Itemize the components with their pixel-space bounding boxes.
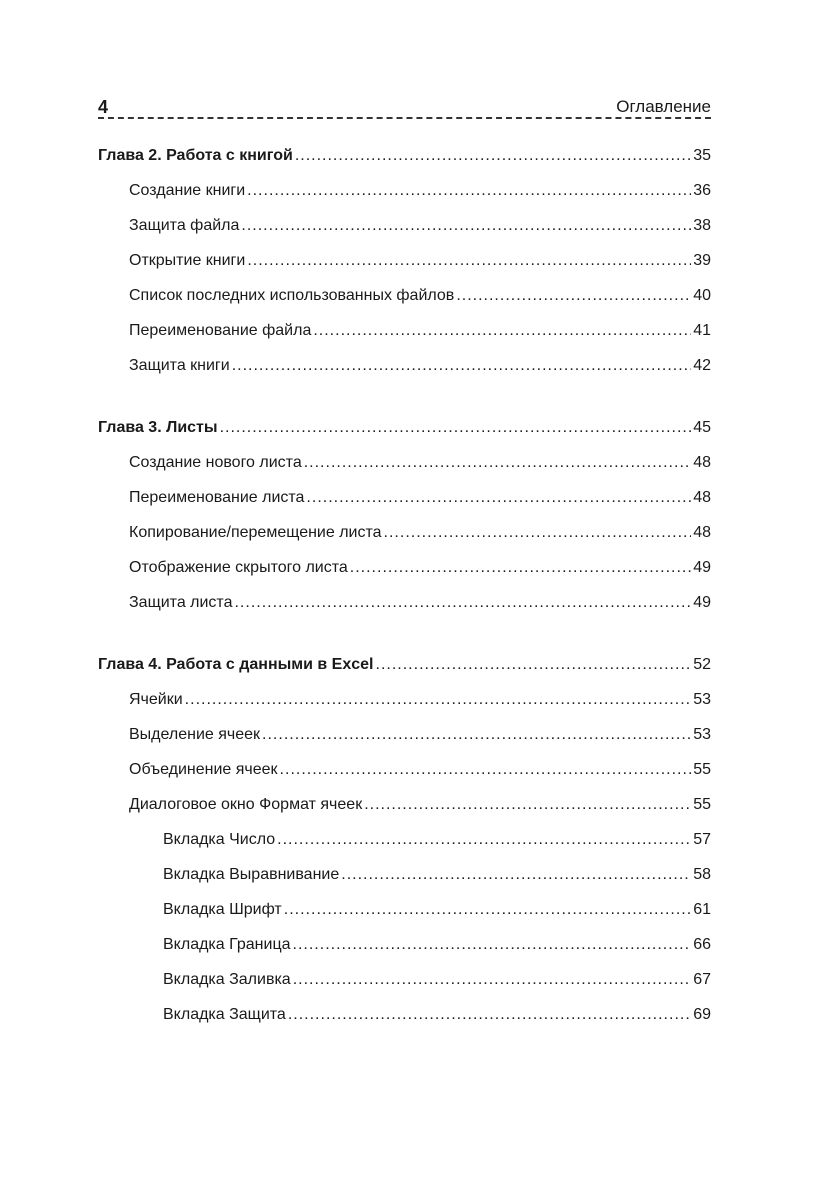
toc-entry-page: 67 [693, 971, 711, 988]
dot-leader [293, 969, 692, 991]
toc-chapter [98, 417, 711, 627]
dot-leader [304, 452, 691, 474]
dot-leader [277, 829, 691, 851]
toc-chapter-entry[interactable] [98, 145, 711, 180]
dot-leader [247, 250, 691, 272]
toc-entry-page: 53 [693, 726, 711, 743]
toc-chapter [98, 145, 711, 390]
dot-leader [284, 899, 691, 921]
toc-entry-page: 49 [693, 559, 711, 576]
toc-entry[interactable] [98, 452, 711, 487]
toc-entry-page: 48 [693, 489, 711, 506]
toc-chapter-entry[interactable] [98, 654, 711, 689]
toc-entry-title: Вкладка Число [163, 831, 276, 848]
dot-leader [384, 522, 692, 544]
toc-entry-page: 58 [693, 866, 711, 883]
toc-entry-page: 57 [693, 831, 711, 848]
dot-leader [376, 654, 692, 676]
toc-entry-page: 53 [693, 691, 711, 708]
dot-leader [364, 794, 691, 816]
toc-entry-title: Глава 2. Работа с книгой [98, 147, 293, 164]
toc-subentry[interactable] [98, 864, 711, 899]
toc-entry-title: Защита файла [129, 217, 240, 234]
toc-entry-title: Защита листа [129, 594, 233, 611]
toc-entry[interactable] [98, 759, 711, 794]
toc-entry-page: 45 [693, 419, 711, 436]
toc-entry[interactable] [98, 557, 711, 592]
toc-entry-page: 42 [693, 357, 711, 374]
page-number: 4 [98, 97, 109, 117]
toc-entry[interactable] [98, 487, 711, 522]
dot-leader [262, 724, 691, 746]
toc-entry-title: Отображение скрытого листа [129, 559, 348, 576]
toc-entry-title: Переименование листа [129, 489, 305, 506]
toc-entry-title: Список последних использованных файлов [129, 287, 455, 304]
toc-entry[interactable] [98, 250, 711, 285]
toc-entry-title: Копирование/перемещение листа [129, 524, 382, 541]
dot-leader [241, 215, 691, 237]
toc-entry-title: Объединение ячеек [129, 761, 278, 778]
toc-entry-title: Вкладка Заливка [163, 971, 291, 988]
running-title: Оглавление [616, 97, 711, 116]
toc-entry-title: Глава 3. Листы [98, 419, 218, 436]
dot-leader [247, 180, 691, 202]
dot-leader [185, 689, 692, 711]
toc-entry-page: 49 [693, 594, 711, 611]
toc-entry-title: Вкладка Выравнивание [163, 866, 340, 883]
dot-leader [313, 320, 691, 342]
toc-entry-page: 69 [693, 1006, 711, 1023]
toc-entry-title: Диалоговое окно Формат ячеек [129, 796, 363, 813]
toc-entry-page: 35 [693, 147, 711, 164]
toc-entry-page: 66 [693, 936, 711, 953]
toc-entry-page: 38 [693, 217, 711, 234]
toc-subentry[interactable] [98, 969, 711, 1004]
dot-leader [350, 557, 691, 579]
toc-entry-title: Защита книги [129, 357, 230, 374]
toc-entry-title: Вкладка Шрифт [163, 901, 282, 918]
toc-entry-page: 52 [693, 656, 711, 673]
toc-entry-page: 36 [693, 182, 711, 199]
dot-leader [306, 487, 691, 509]
dot-leader [295, 145, 691, 167]
toc-entry-title: Выделение ячеек [129, 726, 261, 743]
toc-entry-title: Глава 4. Работа с данными в Excel [98, 656, 374, 673]
dot-leader [341, 864, 691, 886]
dot-leader [234, 592, 691, 614]
toc-entry-page: 41 [693, 322, 711, 339]
toc-subentry[interactable] [98, 934, 711, 969]
toc-entry-title: Открытие книги [129, 252, 246, 269]
toc-entry[interactable] [98, 320, 711, 355]
toc-chapter [98, 654, 711, 1039]
toc-entry-title: Создание нового листа [129, 454, 302, 471]
page-header [98, 92, 711, 118]
toc-entry-title: Ячейки [129, 691, 183, 708]
toc-entry-title: Вкладка Защита [163, 1006, 286, 1023]
toc-chapter-entry[interactable] [98, 417, 711, 452]
toc-entry-title: Создание книги [129, 182, 246, 199]
toc-entry[interactable] [98, 522, 711, 557]
toc-entry-page: 55 [693, 761, 711, 778]
toc-subentry[interactable] [98, 1004, 711, 1039]
toc-entry-page: 39 [693, 252, 711, 269]
toc-entry[interactable] [98, 689, 711, 724]
dot-leader [232, 355, 692, 377]
toc-entry-page: 48 [693, 524, 711, 541]
dot-leader [288, 1004, 691, 1026]
toc-entry[interactable] [98, 215, 711, 250]
dot-leader [220, 417, 692, 439]
toc-entry[interactable] [98, 724, 711, 759]
toc-entry[interactable] [98, 592, 711, 627]
dot-leader [456, 285, 691, 307]
toc-entry[interactable] [98, 285, 711, 320]
header-divider [98, 117, 711, 119]
toc-entry[interactable] [98, 794, 711, 829]
toc-subentry[interactable] [98, 829, 711, 864]
dot-leader [293, 934, 692, 956]
toc-entry-title: Вкладка Граница [163, 936, 291, 953]
toc-entry-page: 55 [693, 796, 711, 813]
toc-entry[interactable] [98, 355, 711, 390]
toc-entry-page: 48 [693, 454, 711, 471]
toc-entry-page: 61 [693, 901, 711, 918]
toc-entry-title: Переименование файла [129, 322, 312, 339]
toc-entry[interactable] [98, 180, 711, 215]
toc-entry-page: 40 [693, 287, 711, 304]
table-of-contents [98, 145, 711, 1039]
toc-subentry[interactable] [98, 899, 711, 934]
dot-leader [280, 759, 692, 781]
